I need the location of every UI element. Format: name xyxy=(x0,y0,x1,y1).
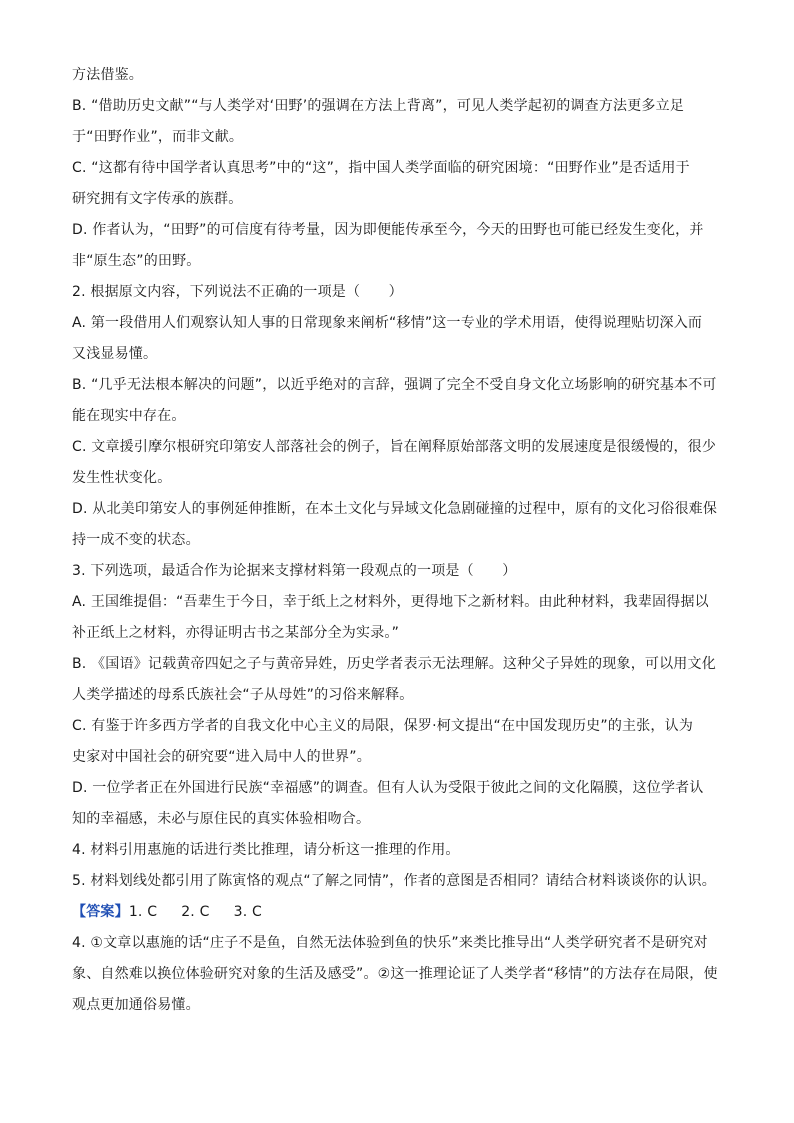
text-line: 史家对中国社会的研究要“进入局中人的世界”。 xyxy=(72,749,371,765)
text-line: 研究拥有文字传承的族群。 xyxy=(72,191,243,207)
text-line: 非“原生态”的田野。 xyxy=(72,253,201,269)
text-line: 人类学描述的母系氏族社会“子从母姓”的习俗来解释。 xyxy=(72,687,414,703)
answer-item: 3. C xyxy=(233,904,262,920)
answer-explanation-line: 观点更加通俗易懂。 xyxy=(72,997,200,1013)
question-3: 3. 下列选项，最适合作为论据来支撑材料第一段观点的一项是（ ） xyxy=(72,563,517,579)
answer-line xyxy=(72,897,722,928)
text-line: 补正纸上之材料，亦得证明古书之某部分全为实录。” xyxy=(72,625,400,641)
text-line: 于“田野作业”，而非文献。 xyxy=(72,129,244,145)
text-line: 持一成不变的状态。 xyxy=(72,532,200,548)
text-line: 知的幸福感，未必与原住民的真实体验相吻合。 xyxy=(72,811,371,827)
text-line: C. 有鉴于许多西方学者的自我文化中心主义的局限，保罗·柯文提出“在中国发现历史”的主张，认为 xyxy=(72,718,694,734)
text-line: D. 作者认为，“田野”的可信度有待考量，因为即便能传承至今，今天的田野也可能已经发生变化，并 xyxy=(72,222,704,238)
question-4: 4. 材料引用惠施的话进行类比推理，请分析这一推理的作用。 xyxy=(72,842,460,858)
text-line: B. “几乎无法根本解决的问题”，以近乎绝对的言辞，强调了完全不受自身文化立场影响的研究基本不可 xyxy=(72,377,717,393)
text-line: 能在现实中存在。 xyxy=(72,408,186,424)
answer-explanation-line: 4. ①文章以惠施的话“庄子不是鱼，自然无法体验到鱼的快乐”来类比推导出“人类学研究者不是研究对 xyxy=(72,935,708,951)
text-line: A. 第一段借用人们观察认知人事的日常现象来阐析“移情”这一专业的学术用语，使得说理贴切深入而 xyxy=(72,315,703,331)
text-line: A. 王国维提倡：“吾辈生于今日，幸于纸上之材料外，更得地下之新材料。由此种材料，我辈固得据以 xyxy=(72,594,709,610)
answer-tag: 【答案】 xyxy=(72,904,129,920)
text-line: 发生性状变化。 xyxy=(72,470,172,486)
text-line: C. 文章援引摩尔根研究印第安人部落社会的例子，旨在阐释原始部落文明的发展速度是很缓慢的，很少 xyxy=(72,439,717,455)
text-line: B. 《国语》记载黄帝四妃之子与黄帝异姓，历史学者表示无法理解。这种父子异姓的现象，可以用文化 xyxy=(72,656,716,672)
answer-explanation-line: 象、自然难以换位体验研究对象的生活及感受”。②这一推理论证了人类学者“移情”的方法存在局限，使 xyxy=(72,966,718,982)
answer-item: 2. C xyxy=(181,904,210,920)
text-line: 方法借鉴。 xyxy=(72,67,143,83)
question-2: 2. 根据原文内容，下列说法不正确的一项是（ ） xyxy=(72,284,403,300)
document-page xyxy=(72,60,722,1021)
answer-item: 1. C xyxy=(128,904,158,920)
text-line: D. 一位学者正在外国进行民族“幸福感”的调查。但有人认为受限于彼此之间的文化隔膜，这位学者认 xyxy=(72,780,704,796)
text-line: D. 从北美印第安人的事例延伸推断，在本土文化与异域文化急剧碰撞的过程中，原有的文化习俗很难保 xyxy=(72,501,718,517)
text-line: C. “这都有待中国学者认真思考”中的“这”，指中国人类学面临的研究困境：“田野作业”是否适用于 xyxy=(72,160,690,176)
text-line: B. “借助历史文献”“与人类学对‘田野’的强调在方法上背离”，可见人类学起初的调查方法更多立足 xyxy=(72,98,685,114)
text-line: 又浅显易懂。 xyxy=(72,346,158,362)
question-5: 5. 材料划线处都引用了陈寅恪的观点“了解之同情”，作者的意图是否相同？请结合材料谈谈你的认识。 xyxy=(72,873,716,889)
